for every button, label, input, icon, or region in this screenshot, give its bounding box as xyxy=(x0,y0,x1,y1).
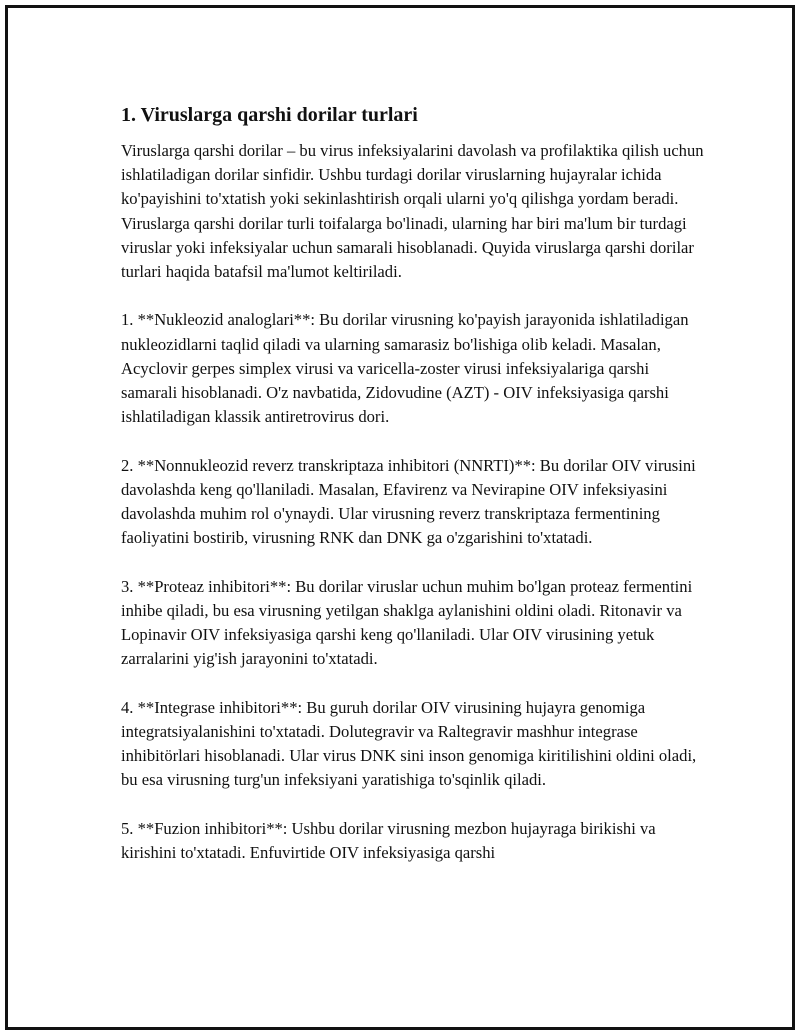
intro-paragraph: Viruslarga qarshi dorilar – bu virus infeksiyalarini davolash va profilaktika qilish uchun ishlatiladigan dorilar sinfidir. Ushbu turdagi dorilar viruslarning hujayralar ichida ko'payishini to'xtatish yoki sekinlashtirish orqali ularni yo'q qilishga yordam beradi. Viruslarga qarshi dorilar turli toifalarga bo'linadi, ularning har biri ma'lum bir turdagi viruslar yoki infeksiyalar uchun samarali hisoblanadi. Quyida viruslarga qarshi dorilar turlari haqida batafsil ma'lumot keltiriladi. xyxy=(121,141,704,282)
document-title: 1. Viruslarga qarshi dorilar turlari xyxy=(121,104,418,126)
paragraph-fusion-inhibitors: 5. **Fuzion inhibitori**: Ushbu dorilar virusning mezbon hujayraga birikishi va kirishini to'xtatadi. Enfuvirtide OIV infeksiyasiga qarshi xyxy=(121,818,656,862)
page-frame xyxy=(5,5,795,1030)
paragraph-protease-inhibitors: 3. **Proteaz inhibitori**: Bu dorilar viruslar uchun muhim bo'lgan proteaz fermentini inhibe qiladi, bu esa virusning yetilgan shaklga aylanishini oldini oladi. Ritonavir va Lopinavir OIV infeksiyasiga qarshi keng qo'llaniladi. Ular OIV virusining yetuk zarralarini yig'ish jarayonini to'xtatadi. xyxy=(121,576,693,669)
paragraph-nucleoside-analogs: 1. **Nukleozid analoglari**: Bu dorilar virusning ko'payish jarayonida ishlatiladigan nukleozidlarni taqlid qiladi va ularning samarasiz bo'lishiga olib keladi. Masalan, Acyclovir gerpes simplex virusi va varicella-zoster virusi infeksiyalariga qarshi samarali hisoblanadi. O'z navbatida, Zidovudine (AZT) - OIV infeksiyasiga qarshi ishlatiladigan klassik antiretrovirus dori. xyxy=(121,310,689,427)
paragraph-nnrti: 2. **Nonnukleozid reverz transkriptaza inhibitori (NNRTI)**: Bu dorilar OIV virusini davolashda keng qo'llaniladi. Masalan, Efavirenz va Nevirapine OIV infeksiyasini davolashda muhim rol o'ynaydi. Ular virusning reverz transkriptaza fermentining faoliyatini bostirib, virusning RNK dan DNK ga o'zgarishini to'xtatadi. xyxy=(121,455,696,548)
document-content xyxy=(121,103,706,889)
paragraph-integrase-inhibitors: 4. **Integrase inhibitori**: Bu guruh dorilar OIV virusining hujayra genomiga integratsiyalanishini to'xtatadi. Dolutegravir va Raltegravir mashhur integrase inhibitörlari hisoblanadi. Ular virus DNK sini inson genomiga kiritilishini oldini oladi, bu esa virusning turg'un infeksiyani yaratishiga to'sqinlik qiladi. xyxy=(121,697,697,790)
